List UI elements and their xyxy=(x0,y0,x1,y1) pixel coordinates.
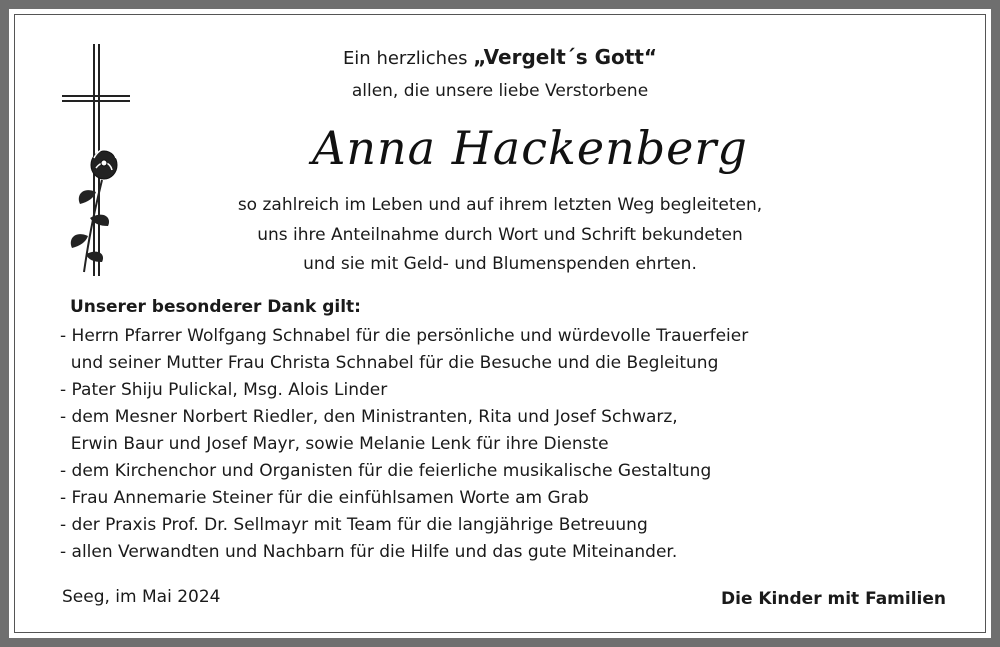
thanks-line: - Herrn Pfarrer Wolfgang Schnabel für die persönliche und würdevolle Trauerfeier xyxy=(60,326,749,346)
thanks-line: - Pater Shiju Pulickal, Msg. Alois Linder xyxy=(60,380,388,400)
signature: Die Kinder mit Familien xyxy=(721,589,946,609)
thanks-line: und seiner Mutter Frau Christa Schnabel für die Besuche und die Begleitung xyxy=(60,353,719,373)
place-date: Seeg, im Mai 2024 xyxy=(62,587,221,607)
thanks-line: Erwin Baur und Josef Mayr, sowie Melanie Lenk für ihre Dienste xyxy=(60,434,609,454)
cross-with-rose-icon xyxy=(50,40,140,280)
thanks-line: - Frau Annemarie Steiner für die einfühlsamen Worte am Grab xyxy=(60,488,589,508)
header-prefix: Ein herzliches xyxy=(342,48,474,69)
header-emphasis: „Vergelt´s Gott“ xyxy=(473,45,658,69)
thanks-line: - dem Mesner Norbert Riedler, den Ministranten, Rita und Josef Schwarz, xyxy=(60,407,678,427)
thanks-line: - dem Kirchenchor und Organisten für die feierliche musikalische Gestaltung xyxy=(60,461,712,481)
thanks-line: - der Praxis Prof. Dr. Sellmayr mit Team für die langjährige Betreuung xyxy=(60,515,648,535)
header-line-2: allen, die unsere liebe Verstorbene xyxy=(351,81,649,101)
intro-line: und sie mit Geld- und Blumenspenden ehrten. xyxy=(303,254,697,274)
thanks-heading: Unserer besonderer Dank gilt: xyxy=(70,297,361,317)
header-line-1 xyxy=(250,46,750,70)
intro-line: so zahlreich im Leben und auf ihrem letzten Weg begleiteten, xyxy=(237,195,763,215)
deceased-name: Anna Hackenberg xyxy=(312,121,748,175)
intro-line: uns ihre Anteilnahme durch Wort und Schrift bekundeten xyxy=(257,225,743,245)
thanks-line: - allen Verwandten und Nachbarn für die Hilfe und das gute Miteinander. xyxy=(60,542,678,562)
